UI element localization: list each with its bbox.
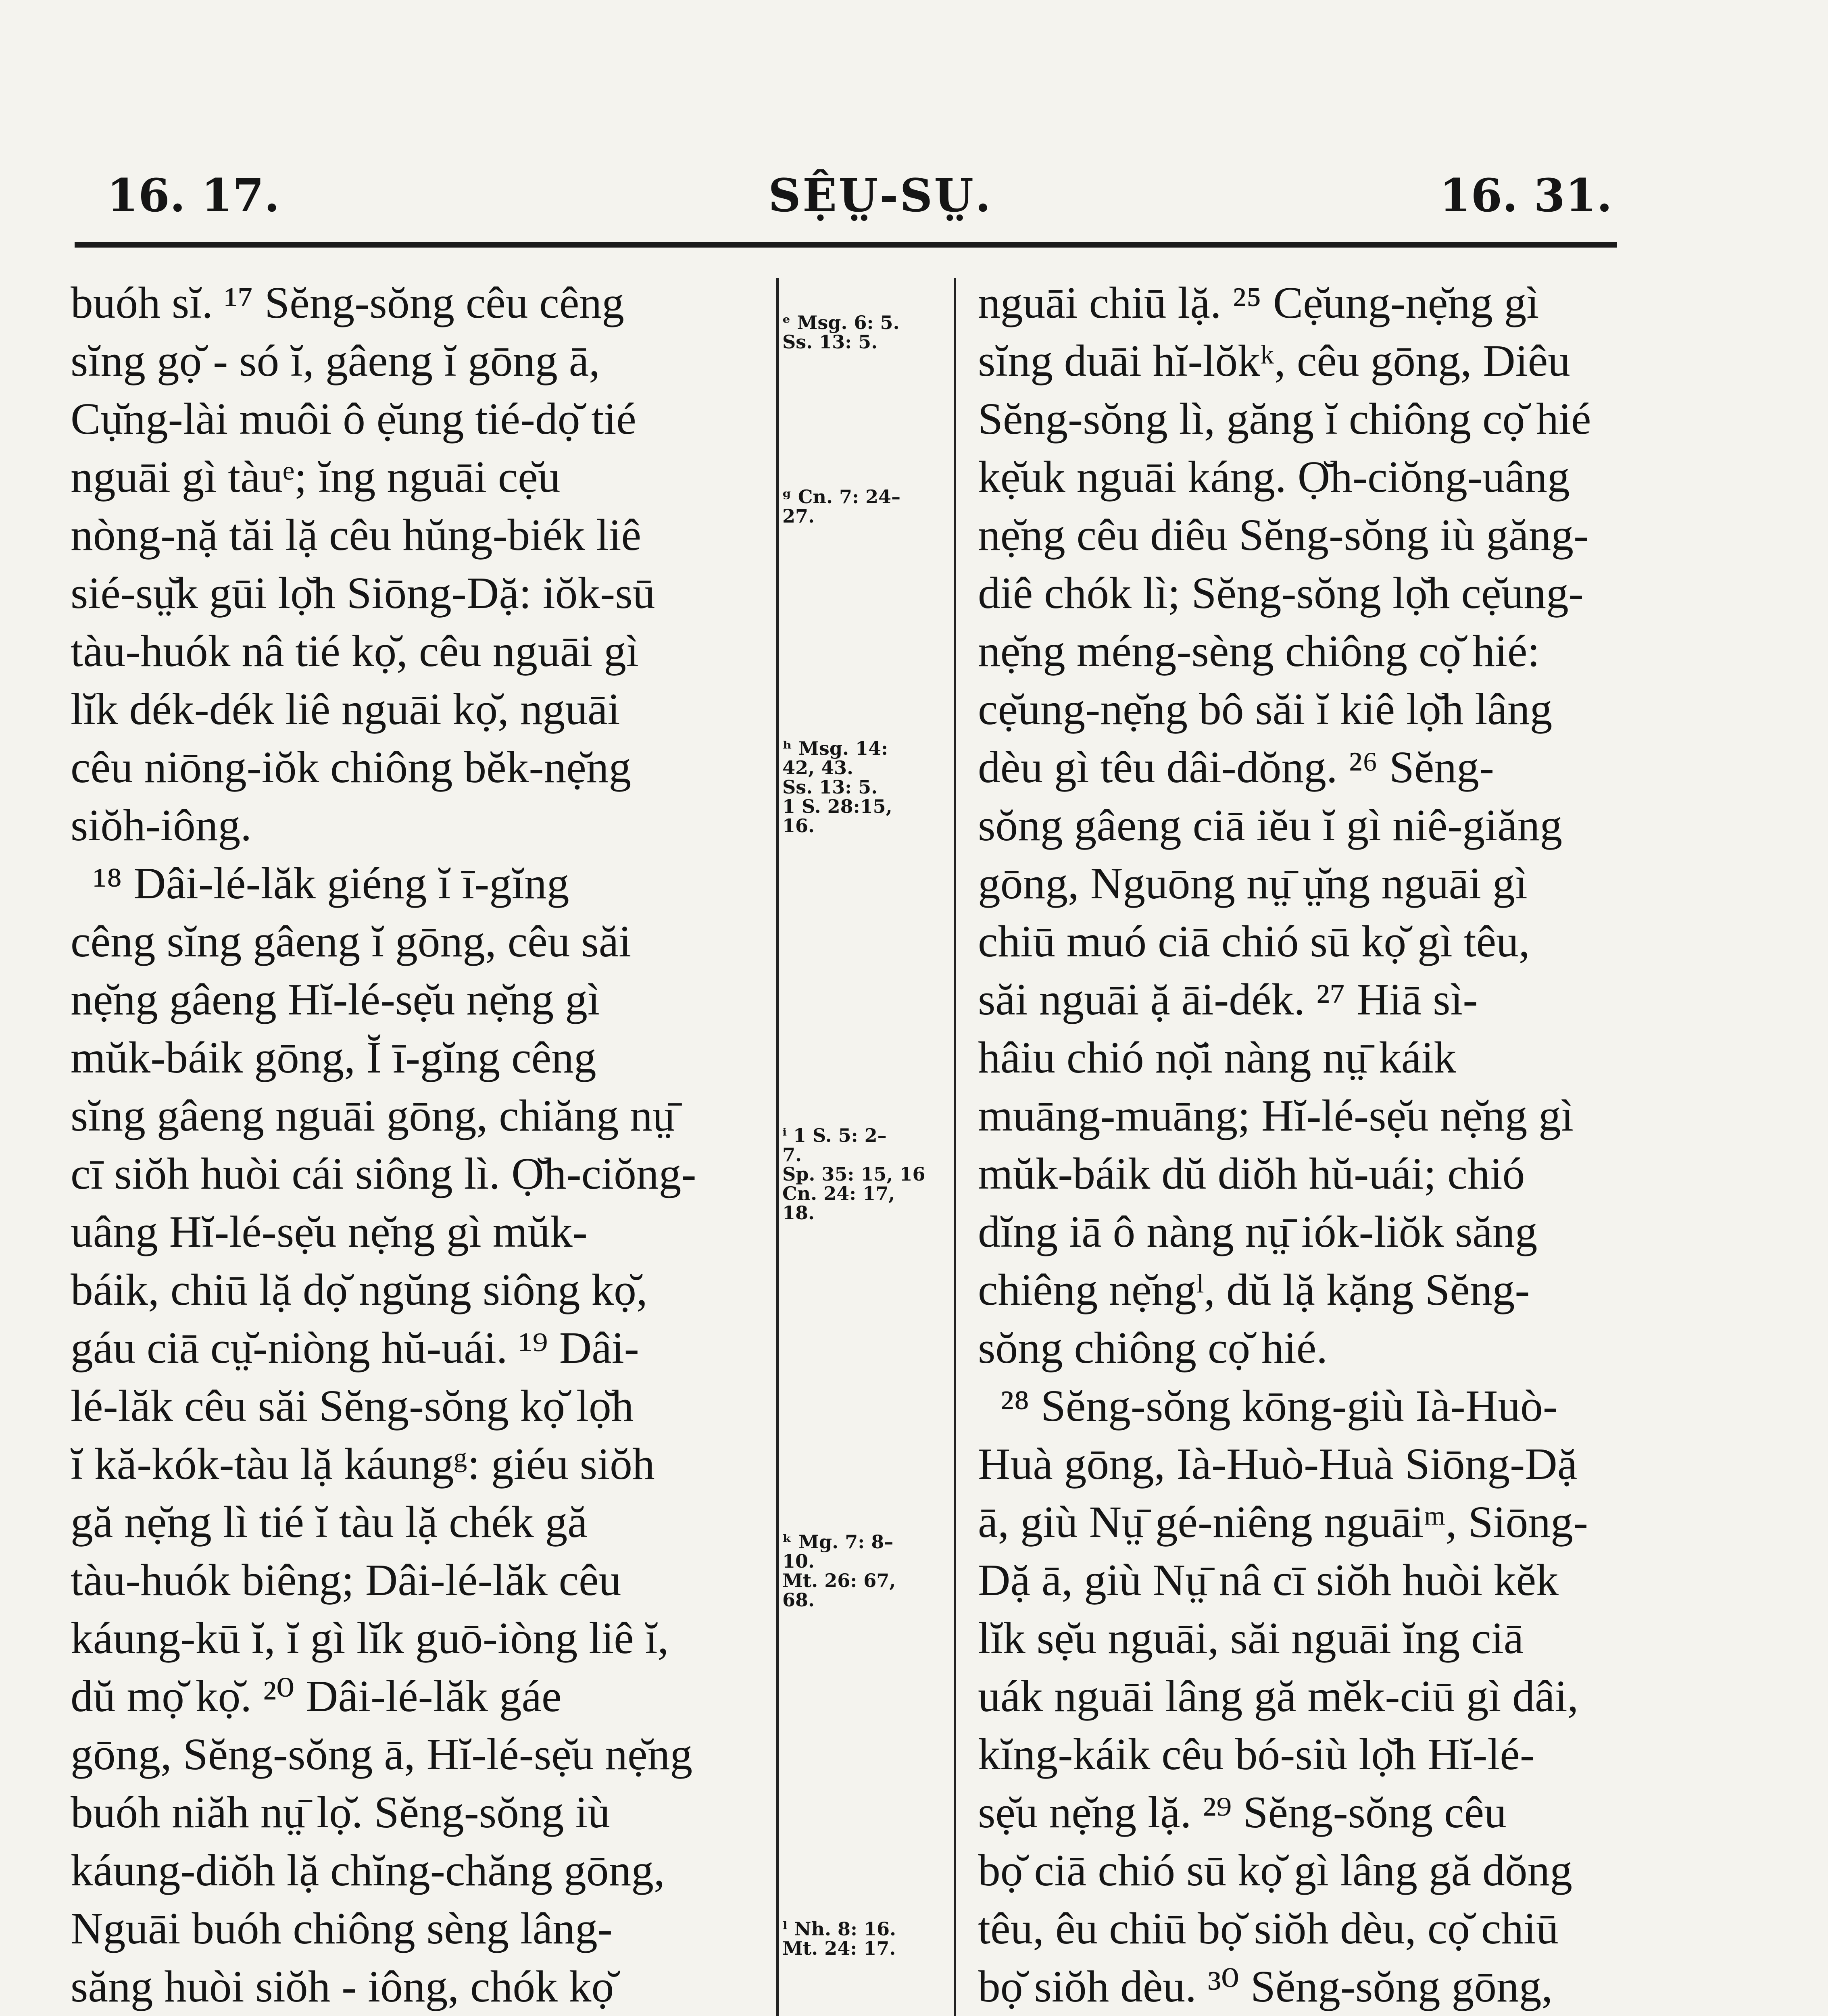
- cross-reference: 16.: [782, 815, 815, 837]
- cross-reference: 10.: [782, 1550, 815, 1572]
- cross-reference-spacer: [782, 1339, 952, 1358]
- cross-reference-spacer: [782, 623, 952, 642]
- cross-reference-spacer: [782, 1861, 952, 1881]
- cross-reference: 27.: [782, 505, 815, 527]
- cross-reference-spacer: [782, 410, 952, 429]
- cross-reference-spacer: [782, 1822, 952, 1842]
- chapter-verse-start: 16. 17.: [107, 169, 280, 222]
- cross-reference-spacer: [782, 1764, 952, 1784]
- cross-reference-spacer: [782, 584, 952, 603]
- cross-reference-spacer: [782, 1629, 952, 1648]
- cross-reference-spacer: [782, 371, 952, 390]
- cross-reference-spacer: [782, 1977, 952, 1997]
- cross-reference: ᵍ Cn. 7: 24–: [782, 486, 901, 508]
- cross-reference-spacer: [782, 1377, 952, 1397]
- cross-reference-spacer: [782, 564, 952, 584]
- cross-reference-spacer: [782, 835, 952, 855]
- cross-reference-spacer: [782, 1784, 952, 1803]
- cross-reference-spacer: [782, 526, 952, 545]
- cross-reference: 18.: [782, 1202, 815, 1224]
- header-rule: [75, 242, 1617, 248]
- cross-reference-spacer: [782, 1087, 952, 1106]
- column-divider-left: [776, 278, 779, 2016]
- cross-reference-spacer: [782, 294, 952, 313]
- cross-reference-spacer: [782, 1706, 952, 1726]
- left-text-column: buóh sĭ. ¹⁷ Sĕng-sŏng cêu cêng sĭng gọ̆ - só ĭ, gâeng ĭ gōng ā, Cụ̆ng-lài muôi ô ẹ̆ung tié-dọ̆ tié nguāi gì tàuᵉ; ĭng nguāi cẹ̆u nòng-nặ tăi lặ cêu hŭng-biék liê sié-sṳ̆k gūi lọ̆h Siōng-Dặ: iŏk-sū tàu-huók nâ tié kọ̆, cêu nguāi gì lĭk dék-dék liê nguāi kọ̆, nguāi cêu niōng-iŏk chiông bĕk-nẹ̆ng siŏh-iông. ¹⁸ Dâi-lé-lăk giéng ĭ ī-gĭng cêng sĭng gâeng ĭ gōng, cêu săi nẹ̆ng gâeng Hĭ-lé-sẹ̆u nẹ̆ng gì mŭk-báik gōng, Ĭ ī-gĭng cêng sĭng gâeng nguāi gōng, chiăng nṳ̄ cī siŏh huòi cái siông lì. Ọ̆h-ciŏng- uâng Hĭ-lé-sẹ̆u nẹ̆ng gì mŭk- báik, chiū lặ dọ̆ ngŭng siông kọ̆, gáu ciā cṳ̆-niòng hŭ-uái. ¹⁹ Dâi- lé-lăk cêu săi Sĕng-sŏng kọ̆ lọ̆h ĭ kă-kók-tàu lặ káungᵍ: giéu siŏh gă nẹ̆ng lì tié ĭ tàu lặ chék gă tàu-huók biêng; Dâi-lé-lăk cêu káung-kū ĭ, ĭ gì lĭk guō-iòng liê ĭ, dŭ mọ̆ kọ̆. ²⁰ Dâi-lé-lăk gáe gōng, Sĕng-sŏng ā, Hĭ-lé-sẹ̆u nẹ̆ng buóh niăh nṳ̄ lọ̆. Sĕng-sŏng iù káung-diŏh lặ chĭng-chăng gōng, Nguāi buóh chiông sèng lâng- săng huòi siŏh - iông, chók kọ̆: [71, 278, 696, 2012]
- cross-reference-spacer: [782, 1997, 952, 2016]
- cross-reference-spacer: [782, 1242, 952, 1261]
- cross-reference-margin: [782, 274, 952, 2016]
- cross-reference-spacer: [782, 1745, 952, 1764]
- cross-reference-spacer: [782, 1106, 952, 1126]
- cross-reference-spacer: [782, 874, 952, 893]
- cross-reference-spacer: [782, 429, 952, 448]
- cross-reference-spacer: [782, 1455, 952, 1474]
- cross-reference: 1 S. 28:15,: [782, 796, 892, 817]
- cross-reference-spacer: [782, 1610, 952, 1629]
- cross-reference-spacer: [782, 681, 952, 700]
- cross-reference-spacer: [782, 893, 952, 913]
- cross-reference-spacer: [782, 1668, 952, 1687]
- cross-reference: Mt. 26: 67,: [782, 1570, 896, 1591]
- right-text-column: nguāi chiū lặ. ²⁵ Cẹ̆ung-nẹ̆ng gì sĭng duāi hĭ-lŏkᵏ, cêu gōng, Diêu Sĕng-sŏng lì, găng ĭ chiông cọ̆ hié kẹ̆uk nguāi káng. Ọ̆h-ciŏng-uâng nẹ̆ng cêu diêu Sĕng-sŏng iù găng- diê chók lì; Sĕng-sŏng lọ̆h cẹ̆ung- nẹ̆ng méng-sèng chiông cọ̆ hié: cẹ̆ung-nẹ̆ng bô săi ĭ kiê lọ̆h lâng dèu gì têu dâi-dŏng. ²⁶ Sĕng- sŏng gâeng ciā iĕu ĭ gì niê-giăng gōng, Nguōng nṳ̄ ṳ̆ng nguāi gì chiū muó ciā chió sū kọ̆ gì têu, săi nguāi ặ āi-dék. ²⁷ Hiā sì- hâiu chió nọ̆i nàng nṳ̄ káik muāng-muāng; Hĭ-lé-sẹ̆u nẹ̆ng gì mŭk-báik dŭ diŏh hŭ-uái; chió dĭng iā ô nàng nṳ̄ iók-liŏk săng chiêng nẹ̆ngˡ, dŭ lặ kặng Sĕng- sŏng chiông cọ̆ hié. ²⁸ Sĕng-sŏng kōng-giù Ià-Huò- Huà gōng, Ià-Huò-Huà Siōng-Dặ ā, giù Nṳ̄ gé-niêng nguāiᵐ, Siōng- Dặ ā, giù Nṳ̄ nâ cī siŏh huòi kĕk lĭk sẹ̆u nguāi, săi nguāi ĭng ciā uák nguāi lâng gă mĕk-ciū gì dâi, kĭng-káik cêu bó-siù lọ̆h Hĭ-lé- sẹ̆u nẹ̆ng lặ. ²⁹ Sĕng-sŏng cêu bọ̆ ciā chió sū kọ̆ gì lâng gă dŏng têu, êu chiū bọ̆ siŏh dèu, cọ̆ chiū bọ̆ siŏh dèu. ³⁰ Sĕng-sŏng gōng,: [978, 278, 1591, 2012]
- cross-reference-spacer: [782, 1358, 952, 1377]
- cross-reference-spacer: [782, 1048, 952, 1068]
- cross-reference-spacer: [782, 1397, 952, 1416]
- cross-reference-spacer: [782, 990, 952, 1010]
- chapter-verse-end: 16. 31.: [1439, 169, 1612, 222]
- cross-reference-spacer: [782, 1513, 952, 1532]
- cross-reference-spacer: [782, 1687, 952, 1706]
- cross-reference-spacer: [782, 390, 952, 410]
- cross-reference: ᵏ Mg. 7: 8–: [782, 1531, 894, 1553]
- cross-reference-spacer: [782, 661, 952, 681]
- cross-reference: Cn. 24: 17,: [782, 1183, 895, 1204]
- cross-reference-spacer: [782, 971, 952, 990]
- cross-reference-spacer: [782, 1319, 952, 1339]
- cross-reference-spacer: [782, 1435, 952, 1455]
- cross-reference-spacer: [782, 1958, 952, 1977]
- cross-reference-spacer: [782, 545, 952, 564]
- cross-reference-spacer: [782, 1029, 952, 1048]
- cross-reference: Sp. 35: 15, 16: [782, 1163, 925, 1185]
- cross-reference-spacer: [782, 1068, 952, 1087]
- cross-reference: 68.: [782, 1589, 815, 1611]
- cross-reference-spacer: [782, 352, 952, 371]
- book-title: SỆṲ-SṲ.: [768, 169, 992, 222]
- cross-reference-spacer: [782, 468, 952, 487]
- cross-reference-spacer: [782, 1881, 952, 1900]
- cross-reference: 7.: [782, 1144, 802, 1166]
- cross-reference-spacer: [782, 1842, 952, 1861]
- cross-reference-spacer: [782, 1261, 952, 1281]
- cross-reference-spacer: [782, 1010, 952, 1029]
- cross-reference: Mt. 24: 17.: [782, 1937, 896, 1959]
- cross-reference-spacer: [782, 719, 952, 739]
- cross-reference-spacer: [782, 1493, 952, 1513]
- cross-reference: ⁱ 1 S. 5: 2–: [782, 1125, 887, 1146]
- cross-reference: ˡ Nh. 8: 16.: [782, 1918, 896, 1940]
- cross-reference-spacer: [782, 642, 952, 661]
- cross-reference-spacer: [782, 855, 952, 874]
- cross-reference-spacer: [782, 700, 952, 719]
- cross-reference-spacer: [782, 603, 952, 623]
- cross-reference-spacer: [782, 1300, 952, 1319]
- cross-reference: Ss. 13: 5.: [782, 776, 878, 798]
- column-divider-right: [954, 278, 956, 2016]
- cross-reference-spacer: [782, 1726, 952, 1745]
- cross-reference: Ss. 13: 5.: [782, 331, 878, 353]
- cross-reference-spacer: [782, 274, 952, 294]
- cross-reference: ʰ Msg. 14:: [782, 737, 888, 759]
- cross-reference-spacer: [782, 1648, 952, 1668]
- cross-reference: ᵉ Msg. 6: 5.: [782, 312, 900, 333]
- cross-reference-spacer: [782, 1223, 952, 1242]
- cross-reference-spacer: [782, 913, 952, 932]
- cross-reference-spacer: [782, 1281, 952, 1300]
- cross-reference: 42, 43.: [782, 757, 854, 779]
- cross-reference-spacer: [782, 1803, 952, 1822]
- cross-reference-spacer: [782, 1416, 952, 1435]
- cross-reference-spacer: [782, 952, 952, 971]
- cross-reference-spacer: [782, 1474, 952, 1493]
- cross-reference-spacer: [782, 1900, 952, 1919]
- cross-reference-spacer: [782, 448, 952, 468]
- cross-reference-spacer: [782, 932, 952, 952]
